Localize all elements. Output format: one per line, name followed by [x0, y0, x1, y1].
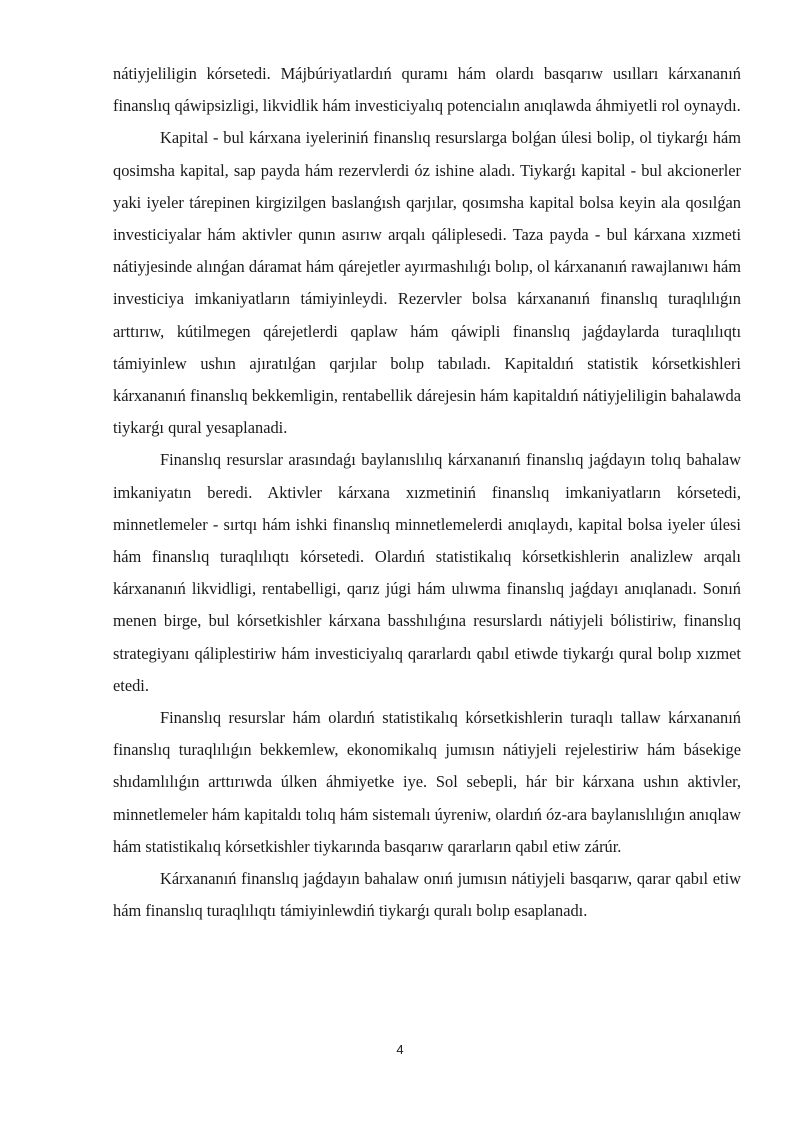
document-page	[113, 58, 741, 927]
page-number: 4	[396, 1042, 404, 1057]
paragraph-3: Finanslıq resurslar arasındaǵı baylanıslılıq kárxananıń finanslıq jaǵdayın tolıq bahalaw imkaniyatın beredi. Aktivler kárxana xızmetiniń finanslıq imkaniyatların kórsetedi, minnetlemeler - sırtqı hám ishki finanslıq minnetlemelerdi anıqlaydı, kapital bolsa iyeler úlesi hám finanslıq turaqlılıqtı kórsetedi. Olardıń statistikalıq kórsetkishlerin analizlew arqalı kárxananıń likvidligi, rentabelligi, qarız júgi hám ulıwma finanslıq jaǵdayı anıqlanadı. Sonıń menen birge, bul kórsetkishler kárxana basshılıǵına resurslardı nátiyjeli bólistiriw, finanslıq strategiyanı qáliplestiriw hám investiciyalıq qararlardı qabıl etiwde tiykarǵı qural bolıp xızmet etedi.	[113, 450, 741, 695]
paragraph-5: Kárxananıń finanslıq jaǵdayın bahalaw onıń jumısın nátiyjeli basqarıw, qarar qabıl etiw hám finanslıq turaqlılıqtı támiyinlewdiń tiykarǵı quralı bolıp esaplanadı.	[113, 869, 741, 921]
paragraph-4: Finanslıq resurslar hám olardıń statistikalıq kórsetkishlerin turaqlı tallaw kárxananıń finanslıq turaqlılıǵın bekkemlew, ekonomikalıq jumısın nátiyjeli rejelestiriw hám básekige shıdamlılıǵın arttırıwda úlken áhmiyetke iye. Sol sebepli, hár bir kárxana ushın aktivler, minnetlemeler hám kapitaldı tolıq hám sistemalı úyreniw, olardıń óz-ara baylanıslılıǵın anıqlaw hám statistikalıq kórsetkishler tiykarında basqarıw qararların qabıl etiw zárúr.	[113, 708, 741, 856]
paragraph-2: Kapital - bul kárxana iyeleriniń finanslıq resurslarga bolǵan úlesi bolip, ol tiykarǵı hám qosimsha kapital, sap payda hám rezervlerdi óz ishine aladı. Tiykarǵı kapital - bul akcionerler yaki iyeler tárepinen kirgizilgen baslanǵısh qarjılar, qosımsha kapital bolsa keyin ala qosılǵan investiciyalar hám aktivler qunın asırıw arqalı qáliplesedi. Taza payda - bul kárxana xızmeti nátiyjesinde alınǵan dáramat hám qárejetler ayırmashılıǵı bolıp, ol kárxananıń rawajlanıwı hám investiciya imkaniyatların támiyinleydi. Rezervler bolsa kárxananıń finanslıq turaqlılıǵın arttırıw, kútilmegen qárejetlerdi qaplaw hám qáwipli finanslıq jaǵdaylarda turaqlılıqtı támiyinlew ushın ajıratılǵan qarjılar bolıp tabıladı. Kapitaldıń statistik kórsetkishleri kárxananıń finanslıq bekkemligin, rentabellik dárejesin hám kapitaldıń nátiyjeliligin bahalawda tiykarǵı qural yesaplanadi.	[113, 128, 741, 438]
paragraph-1: nátiyjeliligin kórsetedi. Májbúriyatlardıń quramı hám olardı basqarıw usılları kárxananıń finanslıq qáwipsizligi, likvidlik hám investiciyalıq potencialın anıqlawda áhmiyetli rol oynaydı.	[113, 64, 741, 116]
